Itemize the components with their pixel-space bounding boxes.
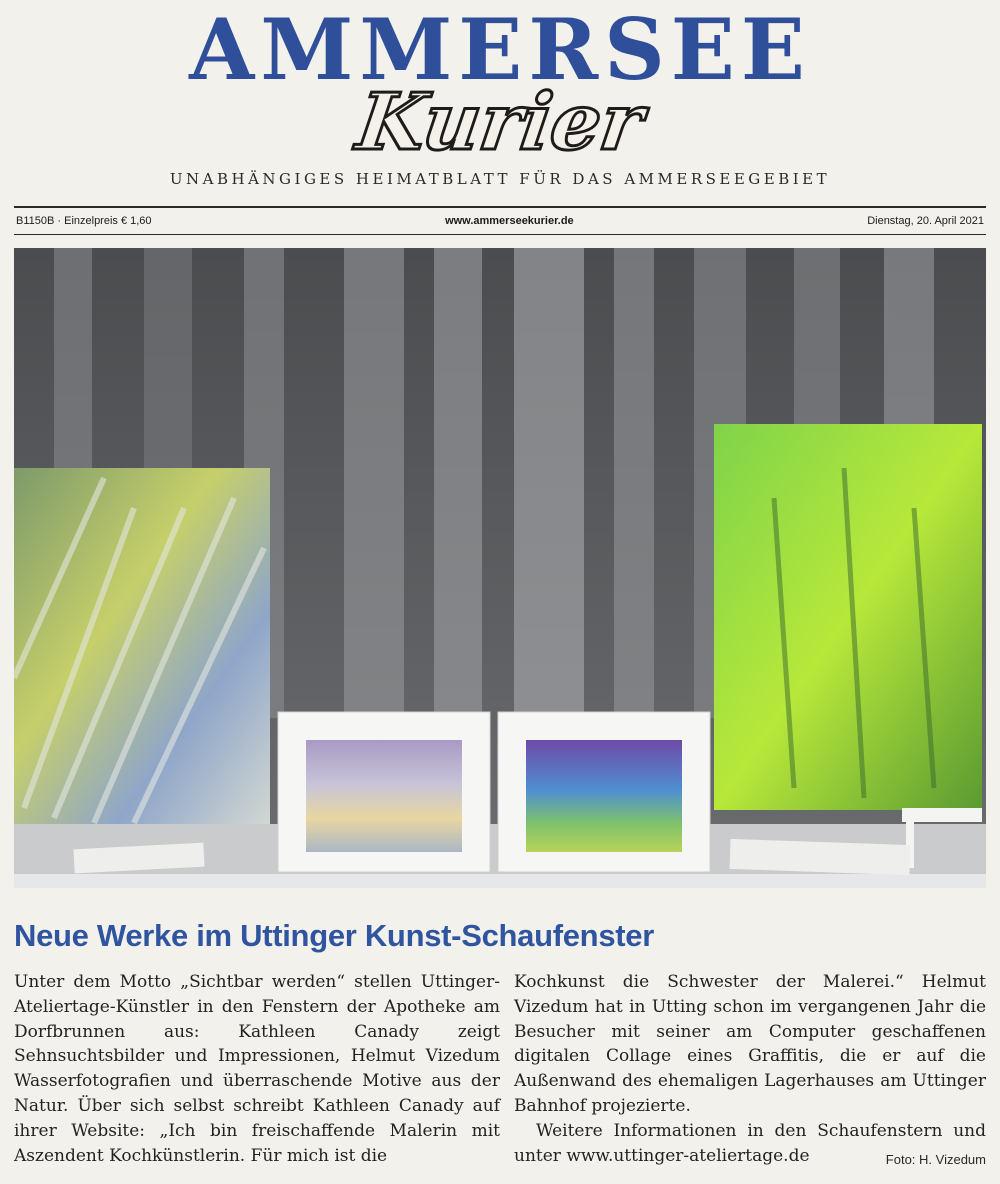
- issue-info-bar: [14, 206, 986, 235]
- issue-price: B1150B · Einzelpreis € 1,60: [16, 215, 152, 227]
- article-column-1: [14, 970, 500, 1168]
- masthead: [0, 0, 1000, 200]
- newspaper-subtitle-script: Kurier: [351, 77, 649, 168]
- newspaper-tagline: UNABHÄNGIGES HEIMATBLATT FÜR DAS AMMERSEEGEBIET: [169, 170, 831, 188]
- article-column-2: [514, 970, 986, 1168]
- article-more-info: Weitere Informationen in den Schaufenstern und unter www.uttinger-ateliertage.de: [514, 1120, 986, 1166]
- article-text-column-2: Kochkunst die Schwester der Malerei.“ Helmut Vizedum hat in Utting schon im vergangenen Jahr die Besucher mit seiner am Computer geschaffenen digitalen Collage eines Graffitis, die er auf die Außenwand des ehemaligen Lagerhauses am Uttinger Bahnhof projezierte.: [514, 972, 986, 1116]
- issue-date: Dienstag, 20. April 2021: [867, 215, 984, 227]
- article-photo: [14, 248, 986, 888]
- article-text-column-1: Unter dem Motto „Sichtbar werden“ stellen Uttinger-Ateliertage-Künstler in den Fenstern der Apotheke am Dorfbrunnen aus: Kathleen Canady zeigt Sehnsuchtsbilder und Impressionen, Helmut Vizedum Wasserfotografien und überraschende Motive aus der Natur. Über sich selbst schreibt Kathleen Canady auf ihrer Website: „Ich bin freischaffende Malerin mit Aszendent Kochkünstlerin. Für mich ist die: [14, 972, 500, 1166]
- newspaper-title: AMMERSEE: [189, 0, 811, 99]
- shop-window-photo-illustration: [14, 248, 986, 888]
- article-headline: Neue Werke im Uttinger Kunst-Schaufenster: [14, 918, 654, 953]
- website-url[interactable]: www.ammerseekurier.de: [445, 215, 574, 227]
- photo-credit: Foto: H. Vizedum: [885, 1152, 986, 1167]
